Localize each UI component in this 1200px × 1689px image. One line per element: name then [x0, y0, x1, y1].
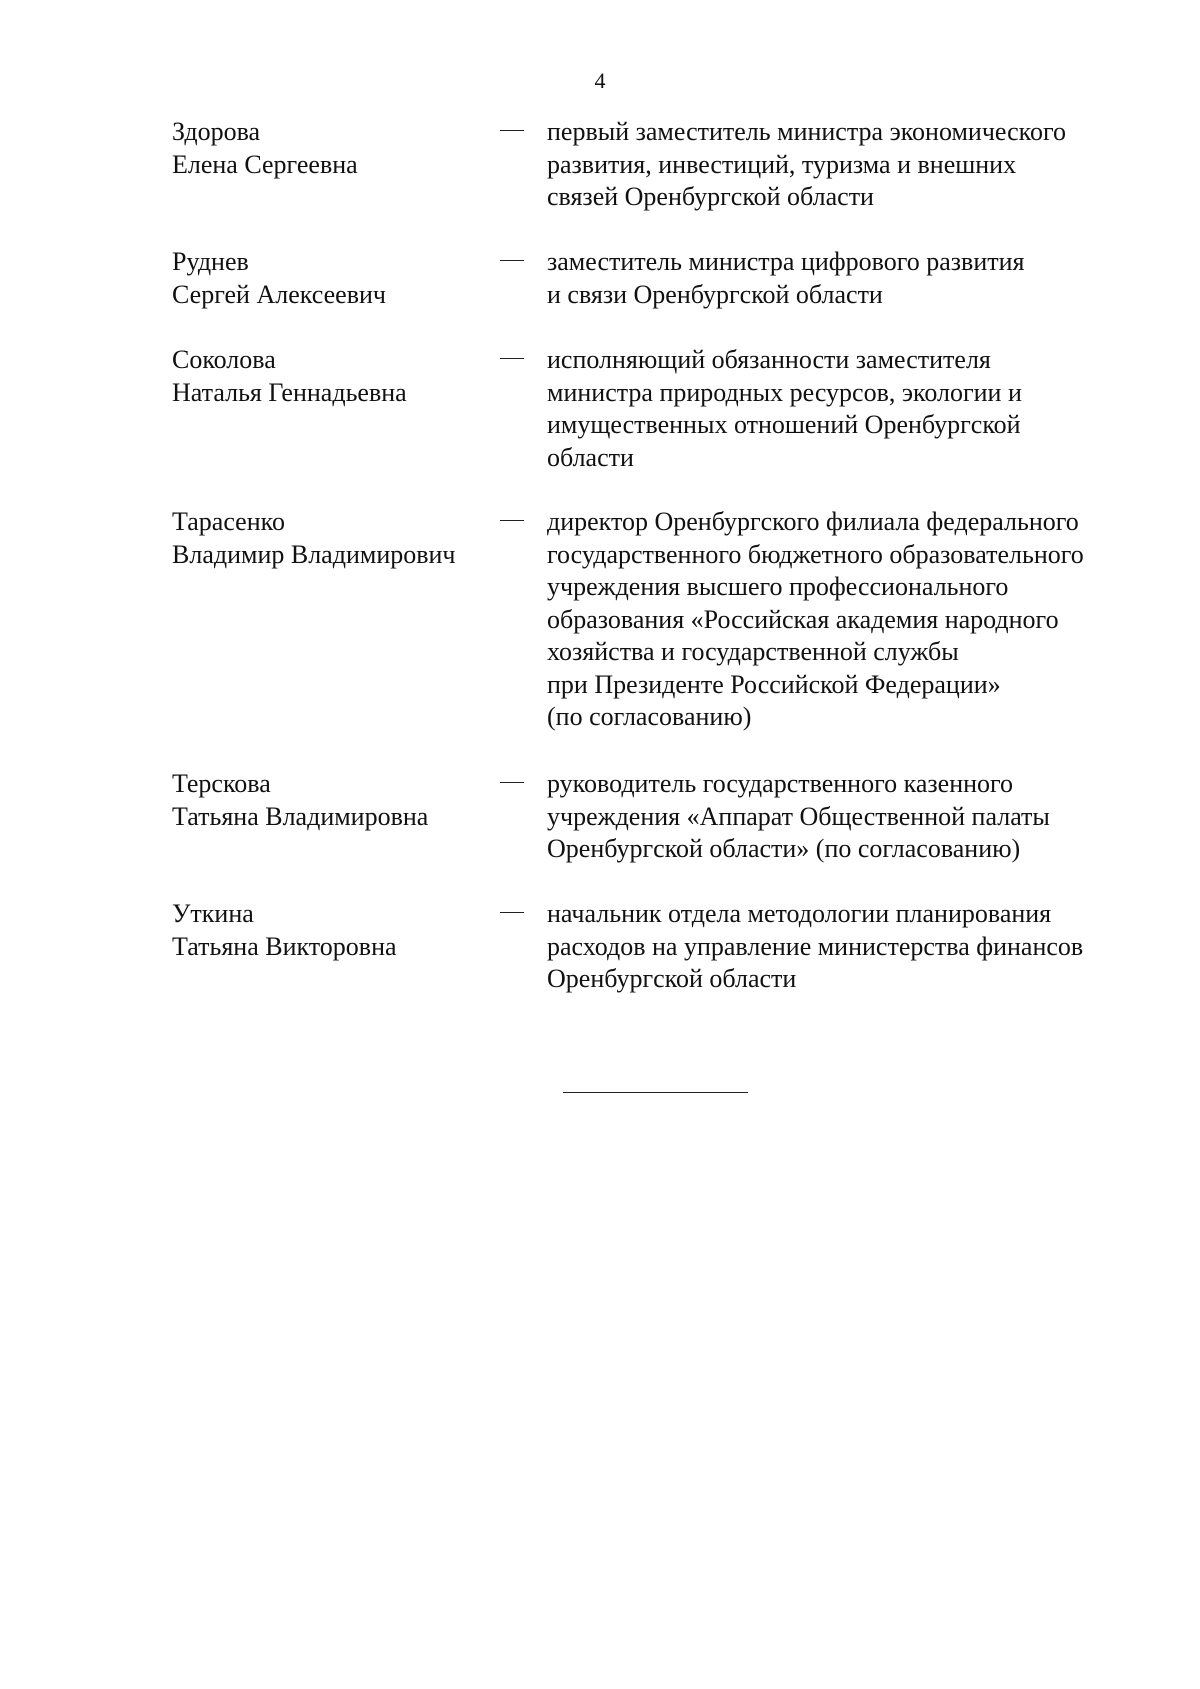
member-name [172, 898, 512, 963]
member-position [547, 768, 1167, 866]
member-name [172, 506, 512, 571]
position-line: Оренбургской области [547, 964, 797, 993]
member-surname: Соколова [172, 345, 276, 374]
closing-rule [563, 1092, 748, 1093]
dash-separator [500, 520, 524, 521]
member-surname: Уткина [172, 899, 254, 928]
position-line: расходов на управление министерства финансов [547, 931, 1084, 961]
member-surname: Здорова [172, 117, 261, 146]
position-line: руководитель государственного казенного [547, 769, 1014, 798]
position-line: учреждения высшего профессионального [547, 572, 1009, 601]
member-given-names: Владимир Владимирович [172, 539, 456, 569]
position-line: (по согласованию) [547, 702, 752, 731]
position-line: при Президенте Российской Федерации» [547, 669, 1001, 699]
member-given-names: Сергей Алексеевич [172, 279, 386, 309]
position-line: и связи Оренбургской области [547, 279, 883, 309]
member-position [547, 246, 1167, 311]
member-given-names: Татьяна Владимировна [172, 801, 429, 831]
dash-separator [500, 912, 524, 913]
position-line: связей Оренбургской области [547, 182, 874, 211]
position-line: учреждения «Аппарат Общественной палаты [547, 801, 1050, 831]
member-surname: Тарасенко [172, 507, 285, 536]
member-given-names: Татьяна Викторовна [172, 931, 397, 961]
dash-separator [500, 130, 524, 131]
member-given-names: Елена Сергеевна [172, 149, 358, 179]
member-surname: Руднев [172, 247, 249, 276]
member-name [172, 246, 512, 311]
member-given-names: Наталья Геннадьевна [172, 377, 407, 407]
position-line: заместитель министра цифрового развития [547, 247, 1025, 276]
member-name [172, 116, 512, 181]
position-line: хозяйства и государственной службы [547, 637, 959, 666]
position-line: начальник отдела методологии планирования [547, 899, 1052, 928]
position-line: директор Оренбургского филиала федерального [547, 507, 1079, 536]
dash-separator [500, 358, 524, 359]
dash-separator [500, 260, 524, 261]
member-position [547, 344, 1167, 474]
position-line: образования «Российская академия народного [547, 604, 1059, 634]
position-line: исполняющий обязанности заместителя [547, 345, 991, 374]
position-line: первый заместитель министра экономического [547, 117, 1066, 146]
page-number: 4 [594, 68, 606, 93]
position-line: имущественных отношений Оренбургской [547, 410, 1021, 439]
member-surname: Терскова [172, 769, 271, 798]
position-line: развития, инвестиций, туризма и внешних [547, 149, 1017, 179]
member-position [547, 898, 1167, 996]
position-line: Оренбургской области» (по согласованию) [547, 834, 1021, 863]
member-position [547, 506, 1167, 734]
dash-separator [500, 782, 524, 783]
position-line: области [547, 442, 634, 472]
member-name [172, 768, 512, 833]
position-line: государственного бюджетного образовательного [547, 539, 1084, 569]
member-position [547, 116, 1167, 214]
member-name [172, 344, 512, 409]
position-line: министра природных ресурсов, экологии и [547, 377, 1022, 407]
